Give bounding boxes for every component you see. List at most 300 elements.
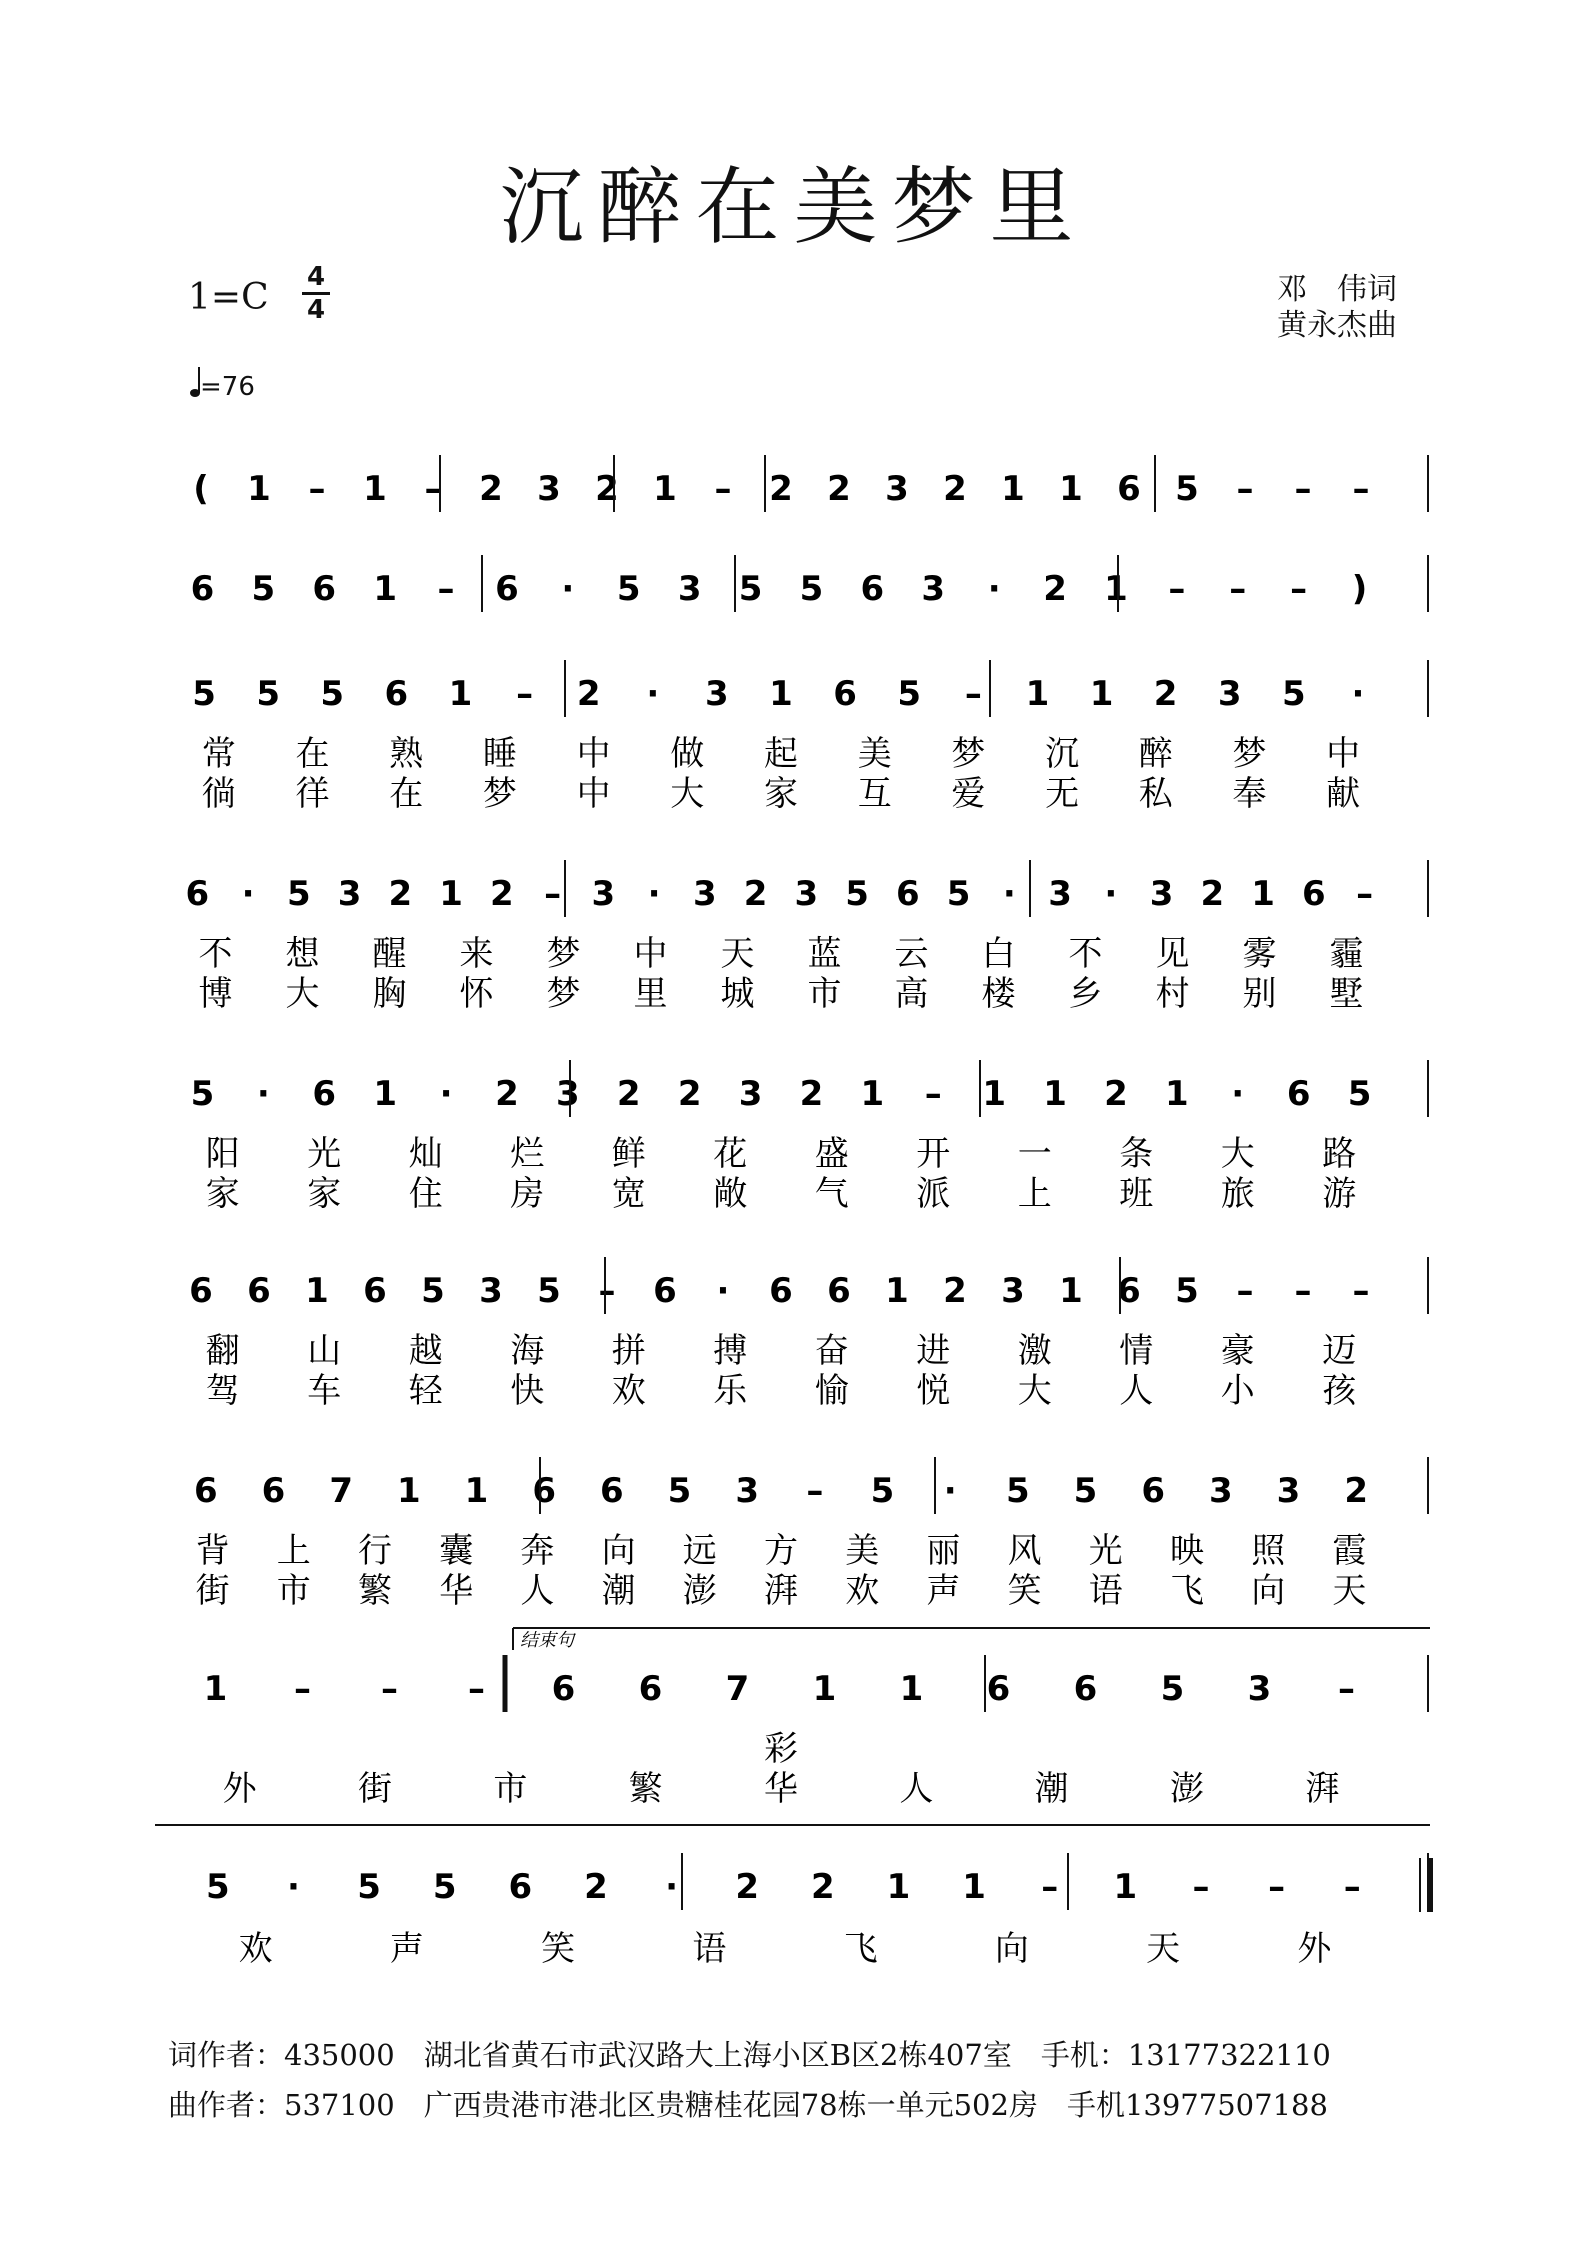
note: 1: [448, 674, 473, 714]
note: 5: [1175, 469, 1199, 509]
note: 5: [738, 569, 763, 609]
note: 1: [1025, 674, 1050, 714]
lyric-char: 条: [1119, 1134, 1154, 1174]
note: 3: [794, 874, 819, 914]
note: 1: [396, 1471, 421, 1511]
lyric-char: 家: [764, 774, 798, 814]
lyric-char: 来: [459, 934, 494, 974]
note: 7: [329, 1471, 354, 1511]
lyric-char: 照: [1251, 1531, 1286, 1571]
note: –: [1290, 569, 1308, 609]
note: 3: [705, 674, 729, 714]
lyric-char: 轻: [408, 1371, 443, 1411]
note: 1: [860, 1074, 885, 1114]
lyric-char: 山: [307, 1331, 342, 1371]
note: –: [308, 469, 326, 509]
lyric-char: 雾: [1242, 934, 1277, 974]
note: 3: [537, 469, 561, 509]
lyric-char: 豪: [1220, 1331, 1255, 1371]
lyric-char: 大: [1017, 1371, 1052, 1411]
lyric-char: 乡: [1068, 974, 1103, 1014]
note: 2: [1104, 1074, 1128, 1114]
lyric-char: 向: [994, 1929, 1029, 1969]
note: ·: [647, 874, 661, 914]
note: 6: [312, 569, 337, 609]
note: 1: [1001, 469, 1025, 509]
note: 5: [192, 674, 216, 714]
lyric-char: 驾: [205, 1371, 240, 1411]
lyric-char: 行: [358, 1531, 392, 1571]
lyric-char: 沉: [1045, 734, 1080, 774]
note: ·: [1104, 874, 1118, 914]
lyric-char: 街: [358, 1769, 392, 1809]
note: 1: [1165, 1074, 1189, 1114]
note: –: [714, 469, 732, 509]
note: 2: [1344, 1471, 1369, 1511]
lyric-char: 气: [814, 1174, 849, 1214]
note: 2: [769, 469, 793, 509]
lyric-char: 声: [389, 1929, 424, 1969]
note: –: [381, 1669, 398, 1709]
note: 3: [1247, 1669, 1272, 1709]
note: 2: [616, 1074, 641, 1114]
note: 6: [532, 1471, 557, 1511]
lyric-char: 中: [576, 774, 611, 814]
lyric-char: 翻: [205, 1331, 240, 1371]
ending-label: 结束句: [520, 1630, 574, 1651]
composer-contact: 曲作者：537100 广西贵港市港北区贵糖桂花园78栋一单元502房 手机13977507188: [168, 2088, 1328, 2122]
note: 1: [653, 469, 677, 509]
note: –: [598, 1271, 616, 1311]
note: 1: [203, 1669, 228, 1709]
note: –: [294, 1669, 311, 1709]
note: 6: [827, 1271, 851, 1311]
note: 6: [1073, 1669, 1098, 1709]
note: 2: [943, 469, 967, 509]
lyric-char: 云: [894, 934, 929, 974]
note: 2: [584, 1867, 608, 1907]
lyric-char: 鲜: [611, 1134, 646, 1174]
lyric-char: 梦: [482, 774, 517, 814]
lyric-char: 不: [198, 934, 233, 974]
lyric-char: 起: [764, 734, 798, 774]
lyric-char: 蓝: [807, 934, 842, 974]
note: 3: [591, 874, 616, 914]
lyric-char: 献: [1326, 774, 1361, 814]
lyric-char: 路: [1322, 1134, 1357, 1174]
lyric-char: 灿: [408, 1134, 443, 1174]
note: 1: [247, 469, 271, 509]
note: 1: [1089, 674, 1114, 714]
note: 6: [1302, 874, 1326, 914]
note: 5: [421, 1271, 445, 1311]
lyric-char: 悦: [916, 1371, 951, 1411]
note: 1: [373, 1074, 397, 1114]
note: 1: [886, 1867, 911, 1907]
note: 6: [653, 1271, 677, 1311]
note: 6: [1117, 469, 1141, 509]
lyric-char: 互: [857, 774, 892, 814]
note: –: [1338, 1669, 1355, 1709]
lyric-char: 背: [195, 1531, 230, 1571]
lyric-char: 想: [285, 934, 320, 974]
lyric-char: 奉: [1232, 774, 1267, 814]
lyric-char: 映: [1170, 1531, 1204, 1571]
note: 6: [551, 1669, 576, 1709]
lyric-char: 班: [1119, 1174, 1154, 1214]
lyric-char: 梦: [1232, 734, 1267, 774]
lyric-char: 愉: [814, 1371, 849, 1411]
note: 6: [833, 674, 857, 714]
lyric-char: 欢: [238, 1929, 273, 1969]
lyric-char: 高: [894, 974, 929, 1014]
lyric-char: 醒: [372, 934, 407, 974]
note: 3: [677, 569, 702, 609]
note: ·: [561, 569, 575, 609]
lyric-char: 拼: [611, 1331, 646, 1371]
note: 6: [189, 1271, 213, 1311]
lyric-char: 宽: [611, 1174, 646, 1214]
lyric-char: 霞: [1332, 1531, 1367, 1571]
lyric-char: 徉: [295, 774, 330, 814]
note: 5: [1282, 674, 1306, 714]
key-signature: 1=C: [188, 277, 269, 318]
note: ·: [943, 1471, 957, 1511]
note: 6: [193, 1471, 218, 1511]
note: 3: [693, 874, 717, 914]
lyric-char: 在: [295, 734, 330, 774]
lyric-char: 欢: [845, 1571, 880, 1611]
note: 5: [616, 569, 641, 609]
lyric-char: 大: [670, 774, 705, 814]
lyric-char: 楼: [981, 974, 1016, 1014]
note: 5: [667, 1471, 692, 1511]
note: –: [1294, 469, 1312, 509]
note: 1: [439, 874, 463, 914]
note: 2: [943, 1271, 967, 1311]
lyric-char: 光: [1088, 1531, 1123, 1571]
note: 5: [845, 874, 869, 914]
lyric-char: 语: [692, 1929, 727, 1969]
lyric-char: 房: [510, 1174, 545, 1214]
lyric-char: 家: [307, 1174, 342, 1214]
lyricist-contact: 词作者：435000 湖北省黄石市武汉路大上海小区B区2栋407室 手机：13177322110: [168, 2038, 1331, 2072]
lyric-char: 开: [916, 1134, 951, 1174]
lyric-char: 湃: [764, 1571, 798, 1611]
lyric-char: 霾: [1329, 934, 1364, 974]
note: ·: [286, 1867, 300, 1907]
lyric-char: 见: [1155, 934, 1190, 974]
lyric-char: 墅: [1329, 974, 1364, 1014]
lyric-char: 不: [1068, 934, 1103, 974]
note: –: [1352, 469, 1370, 509]
lyric-char: 车: [307, 1371, 342, 1411]
lyric-char: 乐: [713, 1371, 748, 1411]
lyric-char: 胸: [372, 974, 407, 1014]
note: 1: [1059, 1271, 1083, 1311]
lyric-char: 花: [713, 1134, 748, 1174]
note: 3: [921, 569, 946, 609]
lyric-char: 私: [1138, 774, 1173, 814]
note: 5: [256, 674, 280, 714]
note: –: [1294, 1271, 1312, 1311]
note: 5: [946, 874, 971, 914]
note: 2: [495, 1074, 519, 1114]
lyric-char: 梦: [546, 974, 581, 1014]
lyric-char: 怀: [459, 974, 494, 1014]
lyric-char: 旅: [1220, 1174, 1255, 1214]
note: 2: [1200, 874, 1225, 914]
lyric-char: 丽: [926, 1531, 961, 1571]
note: 2: [388, 874, 413, 914]
note: 5: [1073, 1471, 1098, 1511]
lyric-char: 梦: [546, 934, 581, 974]
tempo-value: =76: [200, 372, 255, 402]
lyric-char: 市: [276, 1571, 311, 1611]
note: 1: [962, 1867, 986, 1907]
note: (: [193, 469, 209, 509]
lyric-char: 白: [981, 934, 1016, 974]
note: 1: [1251, 874, 1275, 914]
lyric-char: 孩: [1322, 1371, 1357, 1411]
lyric-char: 烂: [510, 1134, 545, 1174]
lyric-char: 远: [682, 1531, 717, 1571]
note: 5: [1005, 1471, 1030, 1511]
lyric-char: 大: [1220, 1134, 1255, 1174]
note: 1: [464, 1471, 489, 1511]
lyric-char: 敞: [713, 1174, 748, 1214]
lyric-char: 澎: [682, 1571, 717, 1611]
lyric-char: 声: [926, 1571, 961, 1611]
note: 5: [190, 1074, 215, 1114]
lyric-char: 越: [408, 1331, 443, 1371]
note: –: [437, 569, 455, 609]
lyric-char: 快: [510, 1371, 545, 1411]
lyric-char: 做: [670, 734, 705, 774]
note: –: [964, 674, 982, 714]
note: 2: [827, 469, 851, 509]
lyric-char: 天: [1332, 1571, 1367, 1611]
meter-top: 4: [306, 262, 326, 292]
composer-credit: 黄永杰曲: [1277, 308, 1397, 343]
note: –: [924, 1074, 942, 1114]
note: 2: [743, 874, 768, 914]
note: –: [1168, 569, 1186, 609]
note: 1: [1113, 1867, 1138, 1907]
lyric-char: 里: [633, 974, 668, 1014]
note: 3: [1001, 1271, 1025, 1311]
lyric-char: 常: [201, 734, 236, 774]
lyric-char: 派: [916, 1174, 951, 1214]
note: 3: [1276, 1471, 1301, 1511]
note: 5: [870, 1471, 895, 1511]
lyric-char: 小: [1220, 1371, 1255, 1411]
note: 5: [205, 1867, 230, 1907]
note: 2: [490, 874, 514, 914]
note: 1: [769, 674, 793, 714]
lyric-char: 向: [601, 1531, 636, 1571]
note: 1: [982, 1074, 1006, 1114]
lyric-char: 上: [276, 1531, 311, 1571]
lyric-char: 奔: [520, 1531, 555, 1571]
note: 5: [320, 674, 345, 714]
note: 3: [1208, 1471, 1233, 1511]
note: –: [424, 469, 442, 509]
note: 5: [357, 1867, 381, 1907]
note: 2: [479, 469, 503, 509]
note: ·: [1002, 874, 1016, 914]
lyric-char: 外: [222, 1769, 257, 1809]
note: 3: [1048, 874, 1072, 914]
lyric-char: 华: [764, 1769, 798, 1809]
note: –: [1343, 1867, 1361, 1907]
lyric-char: 阳: [205, 1134, 240, 1174]
lyric-char: 梦: [951, 734, 986, 774]
note: 2: [677, 1074, 702, 1114]
note: ·: [439, 1074, 453, 1114]
note: 1: [885, 1271, 909, 1311]
lyric-char: 博: [198, 974, 233, 1014]
note: 2: [799, 1074, 824, 1114]
note: 3: [337, 874, 362, 914]
note: 1: [1059, 469, 1083, 509]
note: –: [468, 1669, 485, 1709]
lyric-char: 情: [1119, 1331, 1154, 1371]
lyric-char: 彩: [764, 1729, 798, 1769]
note: 1: [899, 1669, 924, 1709]
note: 5: [897, 674, 922, 714]
note: 2: [576, 674, 601, 714]
note: 5: [287, 874, 311, 914]
lyric-char: 大: [285, 974, 320, 1014]
note: 6: [247, 1271, 271, 1311]
note: 1: [1104, 569, 1128, 609]
lyric-char: 飞: [843, 1929, 878, 1969]
lyric-char: 在: [389, 774, 424, 814]
note: 6: [312, 1074, 337, 1114]
note: 2: [1043, 569, 1067, 609]
lyric-char: 飞: [1170, 1571, 1204, 1611]
lyric-char: 外: [1297, 1929, 1332, 1969]
lyric-char: 繁: [628, 1769, 663, 1809]
note: –: [1268, 1867, 1286, 1907]
lyric-char: 人: [899, 1769, 934, 1809]
note: ·: [1231, 1074, 1245, 1114]
lyric-char: 潮: [601, 1571, 636, 1611]
lyric-char: 语: [1088, 1571, 1123, 1611]
note: 6: [508, 1867, 533, 1907]
note: –: [544, 874, 562, 914]
lyric-char: 城: [720, 974, 755, 1014]
lyric-char: 中: [1326, 734, 1361, 774]
lyric-char: 迈: [1322, 1331, 1357, 1371]
lyric-char: 熟: [389, 734, 424, 774]
note: 2: [1153, 674, 1178, 714]
lyric-char: 人: [520, 1571, 555, 1611]
note: 6: [986, 1669, 1011, 1709]
note: 1: [373, 569, 397, 609]
lyric-char: 笑: [1007, 1571, 1042, 1611]
song-title: 沉醉在美梦里: [499, 158, 1088, 256]
lyric-char: 美: [845, 1531, 880, 1571]
lyric-char: 中: [576, 734, 611, 774]
lyric-char: 笑: [541, 1929, 576, 1969]
note: 3: [738, 1074, 763, 1114]
lyric-char: 澎: [1170, 1769, 1204, 1809]
lyric-char: 别: [1242, 974, 1277, 1014]
lyric-char: 奋: [814, 1331, 849, 1371]
lyric-char: 湃: [1305, 1769, 1340, 1809]
note: –: [1236, 1271, 1254, 1311]
note: 6: [384, 674, 409, 714]
note: 3: [1217, 674, 1242, 714]
note: 6: [185, 874, 210, 914]
note: 1: [812, 1669, 837, 1709]
lyric-char: 美: [857, 734, 892, 774]
lyric-char: 天: [720, 934, 755, 974]
lyric-char: 向: [1251, 1571, 1286, 1611]
note: –: [1192, 1867, 1210, 1907]
note: 6: [363, 1271, 387, 1311]
note: ·: [1351, 674, 1365, 714]
lyric-char: 家: [205, 1174, 240, 1214]
note: 1: [1043, 1074, 1067, 1114]
lyric-char: 进: [916, 1331, 951, 1371]
note: 6: [1286, 1074, 1311, 1114]
lyric-char: 无: [1045, 774, 1080, 814]
note: 3: [885, 469, 909, 509]
lyric-char: 市: [493, 1769, 528, 1809]
lyric-char: 华: [439, 1571, 474, 1611]
note: 6: [190, 569, 215, 609]
note: 5: [1175, 1271, 1199, 1311]
lyric-char: 风: [1007, 1531, 1042, 1571]
lyric-char: 方: [764, 1531, 798, 1571]
note: 5: [1160, 1669, 1185, 1709]
note: 6: [599, 1471, 624, 1511]
note: –: [1041, 1867, 1059, 1907]
note: 6: [495, 569, 519, 609]
lyric-char: 欢: [611, 1371, 646, 1411]
note: ): [1351, 569, 1368, 609]
lyric-char: 游: [1322, 1174, 1357, 1214]
note: 3: [1149, 874, 1174, 914]
note: 2: [735, 1867, 760, 1907]
lyric-char: 一: [1017, 1134, 1052, 1174]
lyric-char: 搏: [713, 1331, 748, 1371]
note: 5: [251, 569, 276, 609]
lyric-char: 醉: [1138, 734, 1173, 774]
note: 1: [363, 469, 387, 509]
meter-bottom: 4: [306, 295, 326, 325]
note: ·: [241, 874, 255, 914]
lyric-char: 潮: [1034, 1769, 1069, 1809]
note: 5: [1347, 1074, 1372, 1114]
lyric-char: 天: [1146, 1929, 1181, 1969]
note: ·: [987, 569, 1001, 609]
lyric-char: 激: [1017, 1331, 1052, 1371]
note: 6: [1117, 1271, 1141, 1311]
note: 6: [1141, 1471, 1166, 1511]
note: 6: [638, 1669, 663, 1709]
note: 3: [556, 1074, 580, 1114]
lyricist-credit: 邓 伟词: [1277, 272, 1397, 307]
lyric-char: 海: [510, 1331, 545, 1371]
note: 5: [799, 569, 824, 609]
note: 6: [896, 874, 920, 914]
note: 3: [735, 1471, 760, 1511]
note: –: [1236, 469, 1254, 509]
